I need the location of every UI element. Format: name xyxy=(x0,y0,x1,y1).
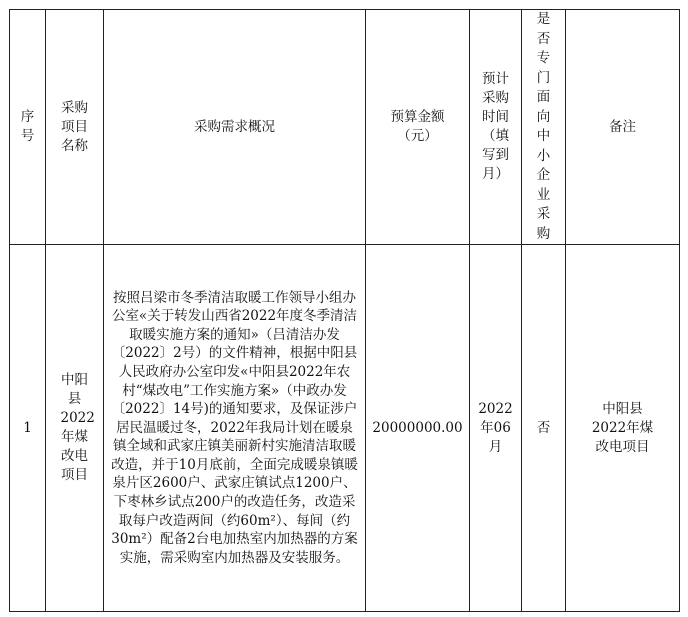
procurement-table xyxy=(9,9,680,612)
header-seq: 序号 xyxy=(10,10,46,245)
cell-time: 2022年06月 xyxy=(470,245,522,612)
cell-sme: 否 xyxy=(522,245,566,612)
cell-budget: 20000000.00 xyxy=(366,245,470,612)
header-sme: 是否专门面向中小企业采购 xyxy=(522,10,566,245)
header-time: 预计采购时间（填写到月） xyxy=(470,10,522,245)
cell-remark: 中阳县2022年煤改电项目 xyxy=(566,245,680,612)
header-row xyxy=(10,10,680,245)
cell-seq: 1 xyxy=(10,245,46,612)
header-remark: 备注 xyxy=(566,10,680,245)
header-budget: 预算金额（元） xyxy=(366,10,470,245)
header-requirement: 采购需求概况 xyxy=(104,10,366,245)
cell-requirement: 按照吕梁市冬季清洁取暖工作领导小组办公室«关于转发山西省2022年度冬季清洁取暖实施方案的通知»（吕清洁办发〔2022〕2号）的文件精神，根据中阳县人民政府办公室印发«中阳县2022年农村“煤改电”工作实施方案»（中政办发〔2022〕14号)的通知要求，及保证涉户居民温暖过冬，2022年我局计划在暖泉镇全域和武家庄镇美丽新村实施清洁取暖改造，并于10月底前，全面完成暖泉镇暖泉片区2600户、武家庄镇试点1200户、下枣林乡试点200户的改造任务，改造采取每户改造两间（约60m²）、每间（约30m²）配备2台电加热室内加热器的方案实施，需采购室内加热器及安装服务。 xyxy=(104,245,366,612)
cell-project-name: 中阳县2022年煤改电项目 xyxy=(46,245,104,612)
header-project-name: 采购项目名称 xyxy=(46,10,104,245)
table-row xyxy=(10,245,680,612)
